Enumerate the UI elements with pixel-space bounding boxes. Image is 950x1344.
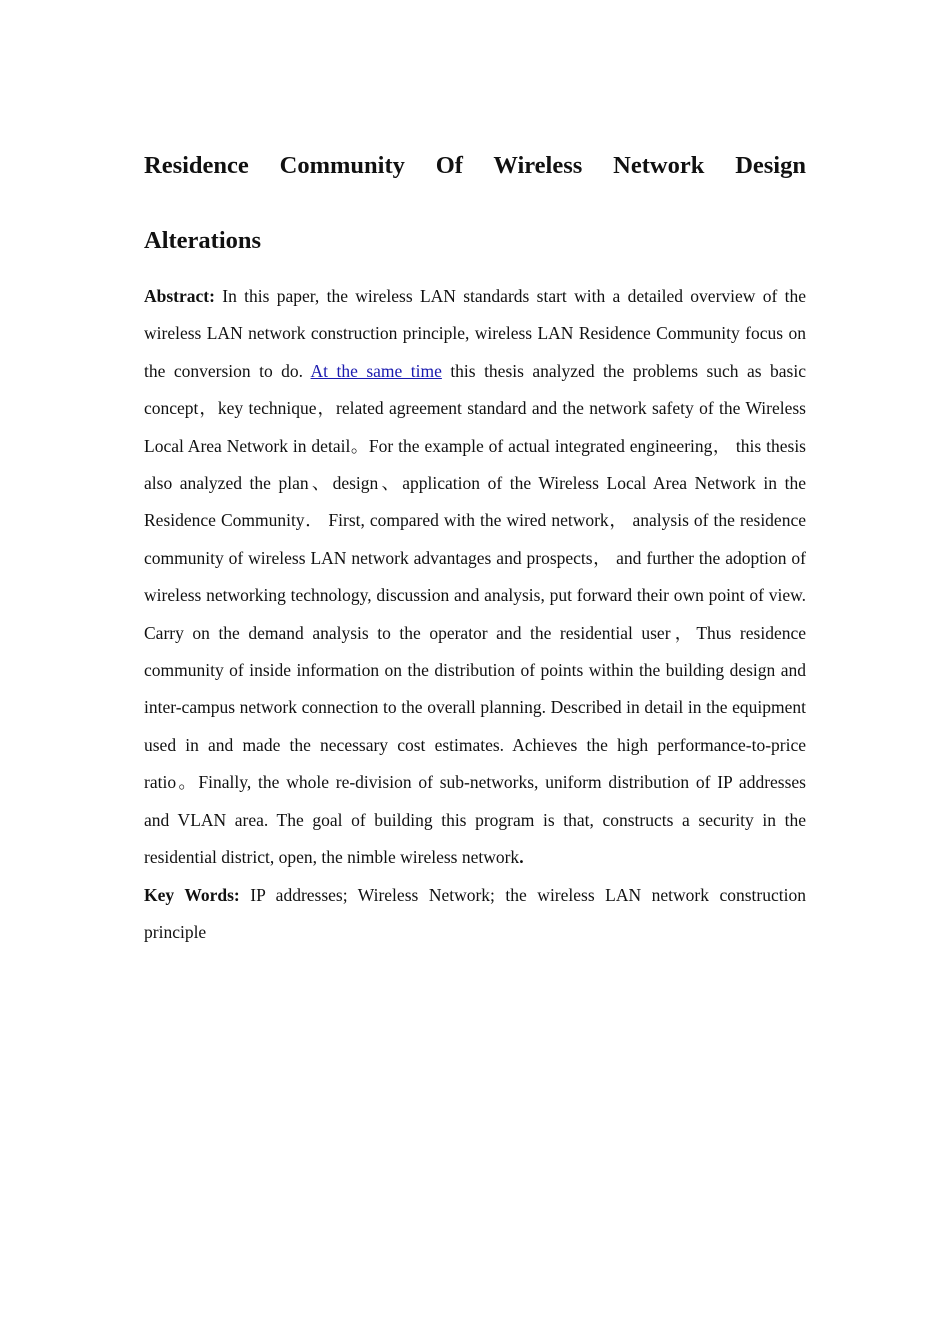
keywords-text: IP addresses; Wireless Network; the wireless LAN network construction principle — [144, 884, 806, 942]
abstract-text-part-2: this thesis analyzed the problems such as basic concept，key technique，related agreement standard and the network safety of the Wireless Local Area Network in detail。For the example of actual integrated engineering， this thesis also analyzed the plan、design、application of the Wireless Local Area Network in the Residence Community． First, compared with the wired network， analysis of the residence community of wireless LAN network advantages and prospects， and further the adoption of wireless networking technology, discussion and analysis, put forward their own point of view. Carry on the demand analysis to the operator and the residential user，Thus residence community of inside information on the distribution of points within the building design and inter-campus network connection to the overall planning. Described in detail in the equipment used in and made the necessary cost estimates. Achieves the high performance-to-price ratio。Finally, the whole re-division of sub-networks, uniform distribution of IP addresses and VLAN area. The goal of building this program is that, constructs a security in the residential district, open, the nimble wireless network — [144, 360, 806, 868]
document-title — [144, 128, 806, 278]
keywords-paragraph — [144, 877, 806, 952]
abstract-text-part-1: In this paper, the wireless LAN standards start with a detailed overview of the wireless LAN network construction principle, wireless LAN Residence Community focus on the conversion to do. — [144, 286, 806, 381]
keywords-label: Key Words: — [144, 884, 240, 905]
document-page — [144, 128, 806, 951]
title-line-1: Residence Community Of Wireless Network Design — [144, 152, 806, 179]
same-time-link[interactable]: At the same time — [310, 360, 442, 381]
abstract-paragraph — [144, 278, 806, 877]
abstract-end-period: . — [519, 847, 524, 868]
title-line-2: Alterations — [144, 227, 262, 254]
abstract-label: Abstract: — [144, 286, 215, 306]
